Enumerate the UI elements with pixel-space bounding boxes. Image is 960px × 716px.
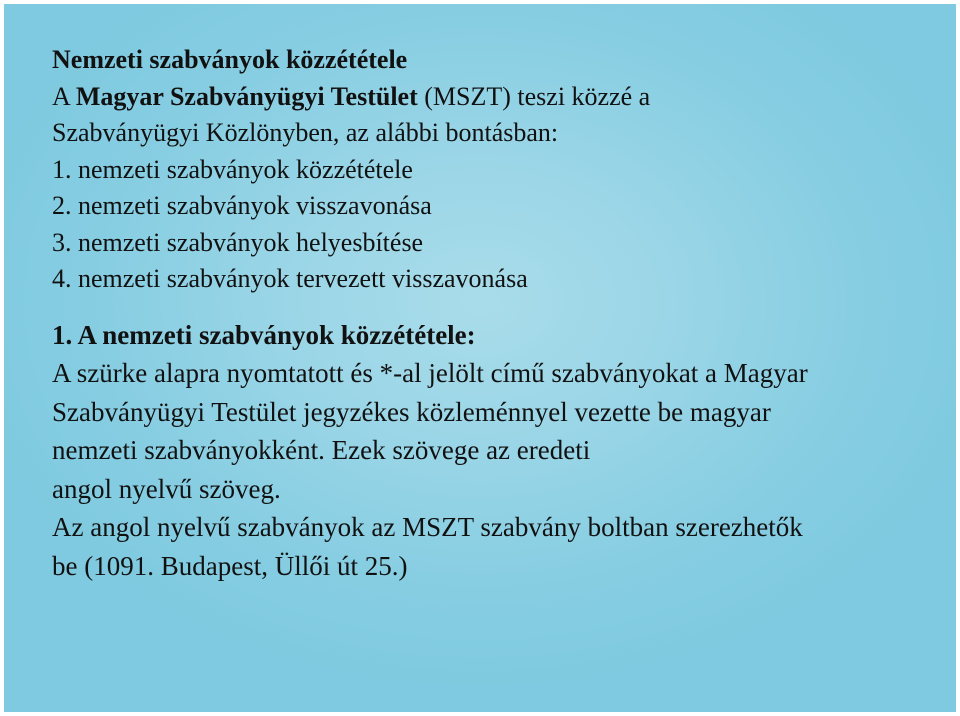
section-1-line: Szabványügyi Testület jegyzékes közleménnyel vezette be magyar [52,396,771,427]
list-item: 4. nemzeti szabványok tervezett visszavonása [52,264,528,293]
section-spacer [52,298,952,316]
section-1-line: be (1091. Budapest, Üllői út 25.) [52,550,408,581]
intro-line-1-prefix: A [52,81,76,111]
list-item: 3. nemzeti szabványok helyesbítése [52,227,424,257]
intro-line-2: Szabványügyi Közlönyben, az alábbi bontásban: [52,118,559,147]
section-1 [52,316,952,586]
section-1-line: Az angol nyelvű szabványok az MSZT szabvány boltban szerezhetők [52,512,803,542]
section-1-heading: 1. A nemzeti szabványok közzététele: [52,319,476,350]
intro-line-1 [52,79,952,116]
slide-title: Nemzeti szabványok közzététele [52,45,408,74]
section-1-line: A szürke alapra nyomtatott és *-al jelölt című szabványokat a Magyar [52,358,808,388]
section-1-line: angol nyelvű szöveg. [52,473,281,504]
slide-background [4,4,956,712]
intro-line-1-suffix: (MSZT) teszi közzé a [417,81,651,111]
list-item: 2. nemzeti szabványok visszavonása [52,191,432,220]
slide-content [52,42,952,585]
section-1-line: nemzeti szabványokként. Ezek szövege az eredeti [52,435,591,465]
organization-name: Magyar Szabványügyi Testület [75,81,418,111]
list-item: 1. nemzeti szabványok közzététele [52,154,413,184]
